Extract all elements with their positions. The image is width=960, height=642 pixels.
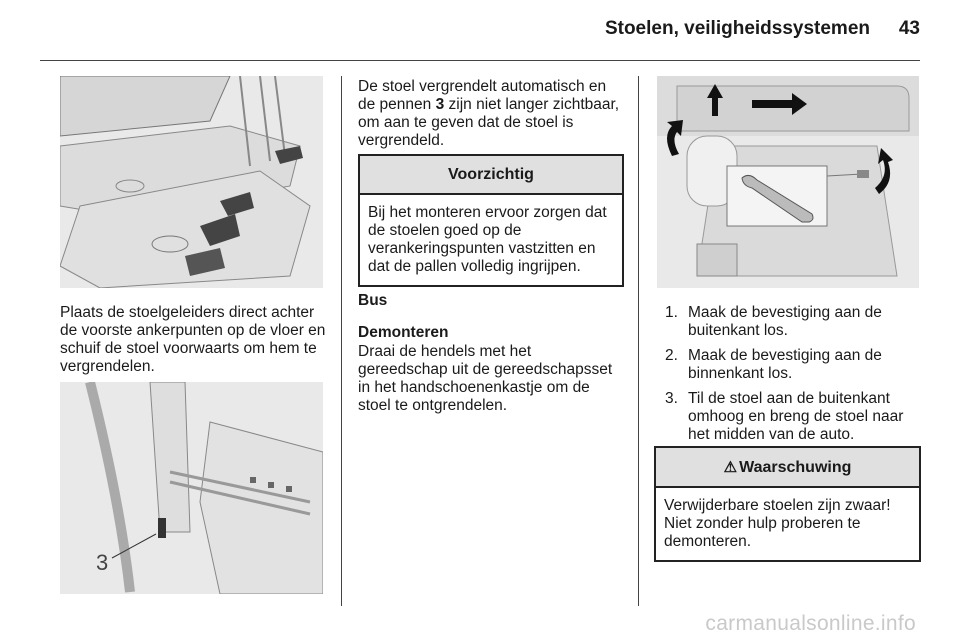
seat-guides-illustration: [60, 76, 323, 288]
list-item: [665, 390, 923, 444]
removal-steps-list: [665, 304, 923, 451]
intro-pin-number: 3: [435, 96, 445, 113]
warning-text: Verwijderbare stoelen zijn zwaar! Niet zonder hulp proberen te demonteren.: [664, 497, 891, 550]
seat-guides-figure: [60, 76, 323, 288]
warning-triangle-icon: ⚠: [723, 459, 738, 476]
bus-heading: Bus: [358, 292, 388, 309]
intro-text-start: De stoel vergrendelt automatisch en de pennen: [358, 78, 607, 113]
list-item: [665, 347, 923, 383]
seat-pins-figure: [60, 382, 323, 594]
watermark: carmanualsonline.info: [705, 612, 916, 635]
step-number: 3.: [665, 390, 678, 407]
warning-title: Waarschuwing: [739, 459, 852, 476]
list-item: [665, 304, 923, 340]
page-number: 43: [898, 18, 920, 39]
step-number: 2.: [665, 347, 678, 364]
header-rule: [40, 60, 920, 61]
caution-text: Bij het monteren ervoor zorgen dat de stoelen goed op de verankeringspunten vastzitten en dat de pallen volledig ingrijpen.: [368, 204, 607, 275]
figure-callout-label: 3: [96, 550, 109, 575]
remove-heading: Demonteren: [358, 324, 449, 341]
caution-box: [358, 154, 624, 287]
intro-paragraph: [358, 78, 624, 150]
warning-header: [656, 448, 919, 488]
page-header-title: Stoelen, veiligheidssystemen: [604, 18, 870, 39]
seat-removal-illustration: [657, 76, 919, 288]
step-text: Til de stoel aan de buitenkant omhoog en breng de stoel naar het midden van de auto.: [688, 390, 904, 443]
seat-removal-figure: [657, 76, 919, 288]
intro-text-end: zijn niet langer zichtbaar, om aan te geven dat de stoel is vergrendeld.: [358, 96, 620, 149]
column-divider-1: [341, 76, 342, 606]
step-text: Maak de bevestiging aan de binnenkant los.: [688, 347, 882, 382]
step-text: Maak de bevestiging aan de buitenkant los.: [688, 304, 882, 339]
caution-title: Voorzichtig: [360, 156, 622, 195]
caption-place-guides: Plaats de stoelgeleiders direct achter de voorste ankerpunten op de vloer en schuif de stoel voorwaarts om hem te vergrendelen.: [60, 304, 326, 375]
column-divider-2: [638, 76, 639, 606]
step-number: 1.: [665, 304, 678, 321]
remove-instructions: Draai de hendels met het gereedschap uit de gereedschapsset in het handschoenenkastje om de stoel te ontgrendelen.: [358, 343, 613, 414]
warning-box: [654, 446, 921, 562]
